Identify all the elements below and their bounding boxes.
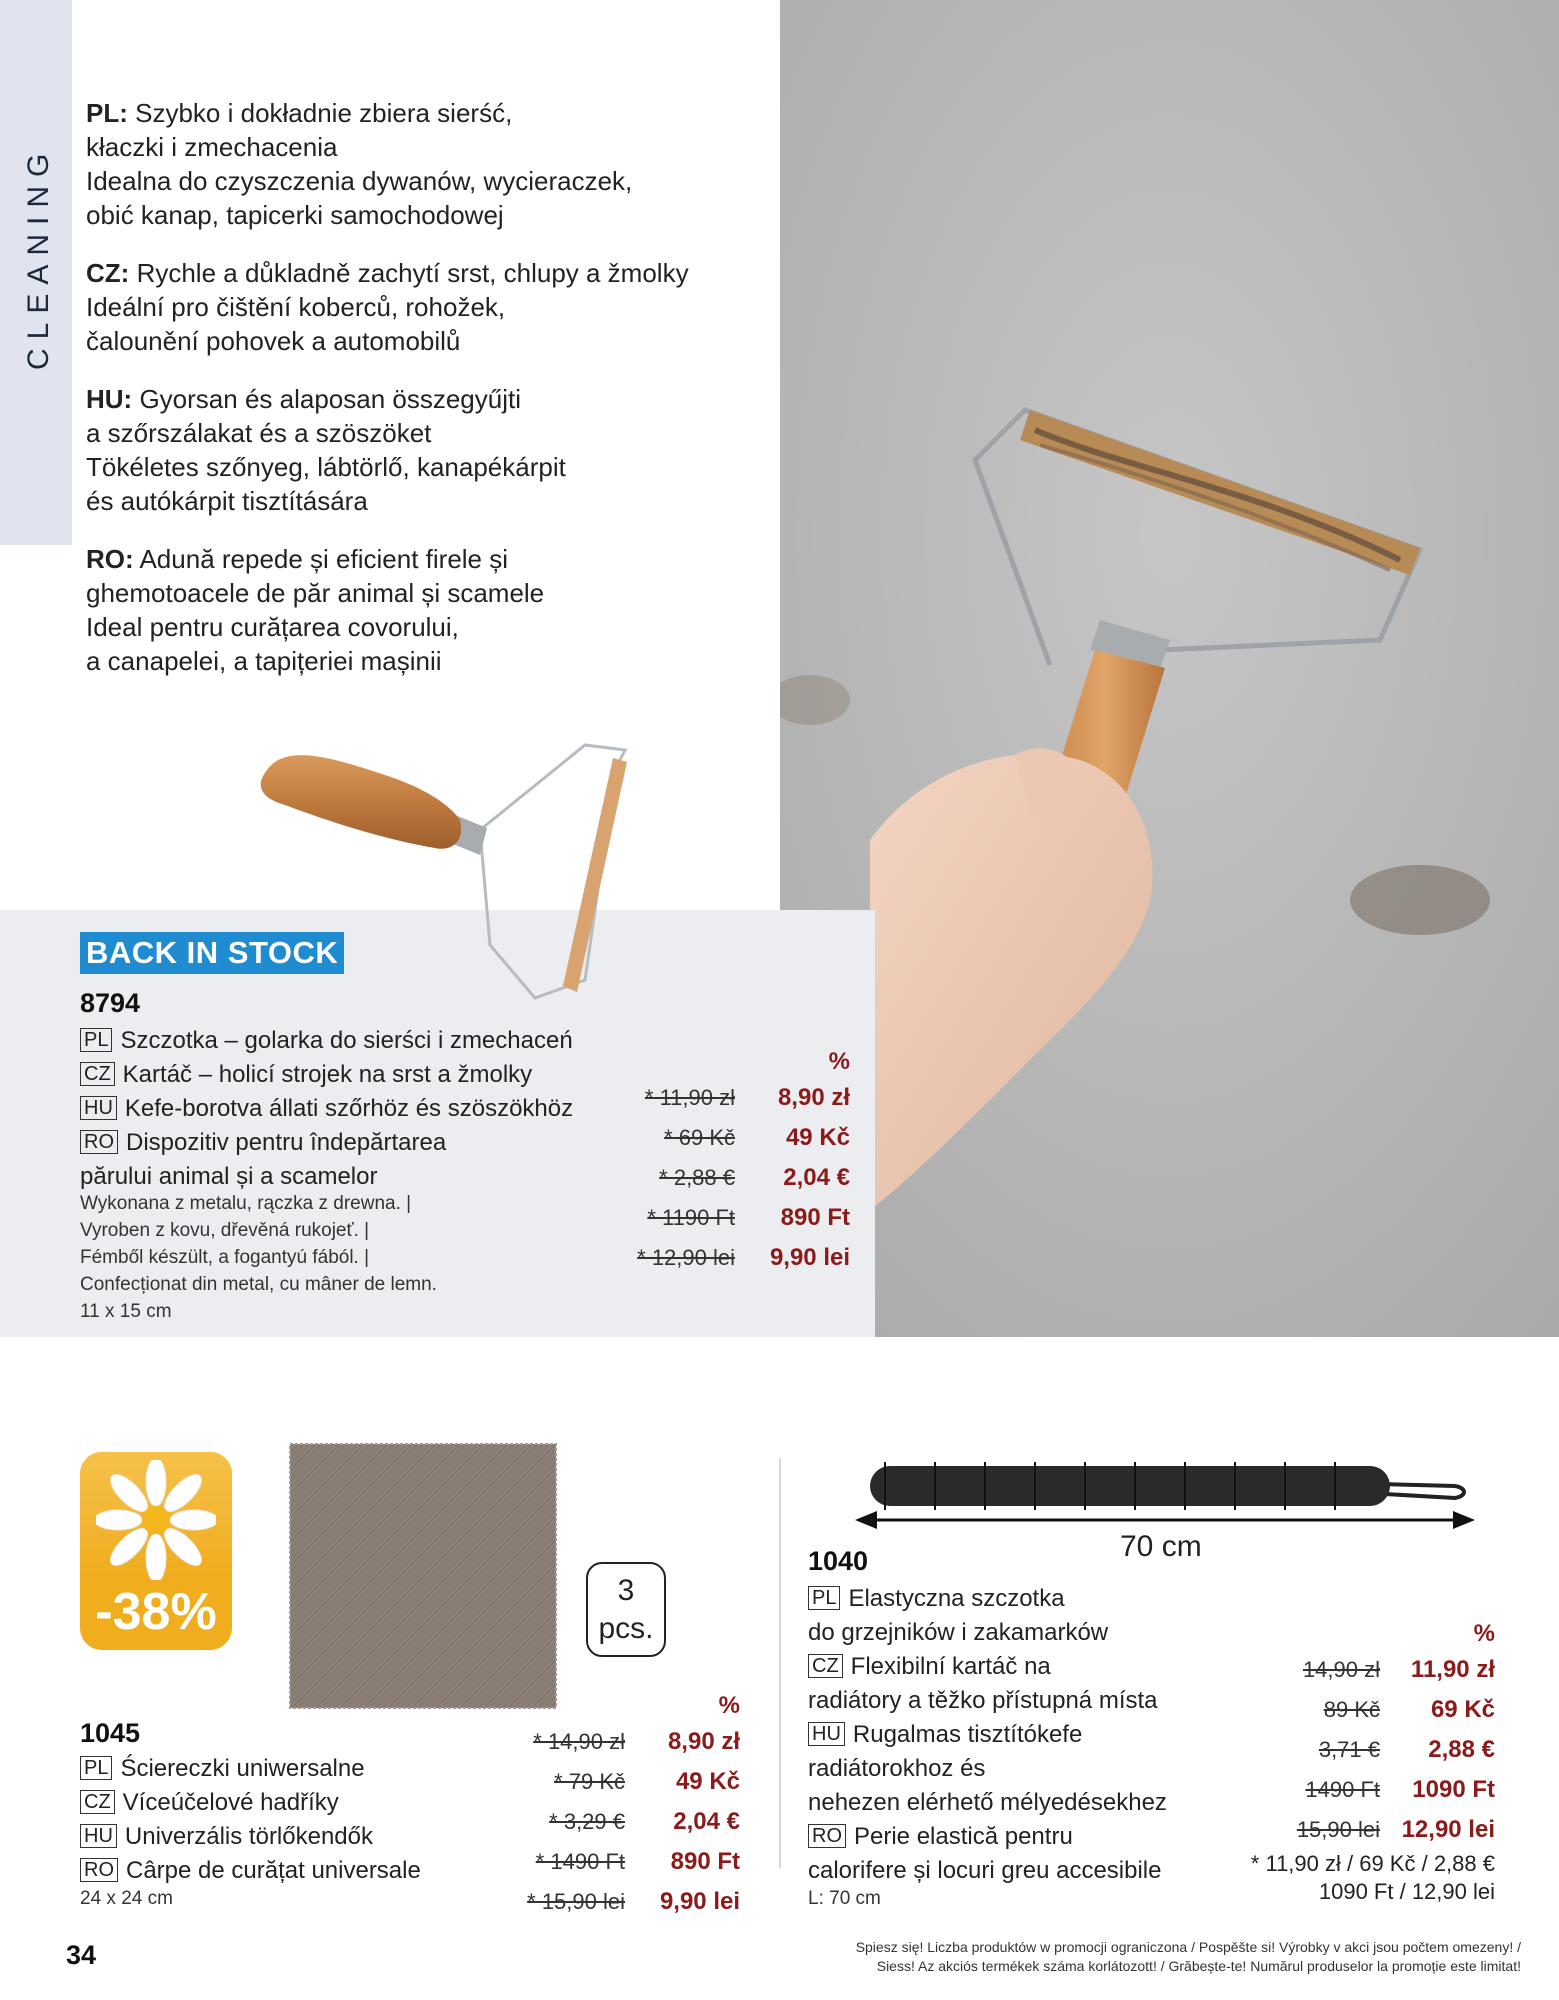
price-row — [1265, 1770, 1495, 1810]
new-price: 2,04 € — [673, 1808, 740, 1835]
intro-text: Szybko i dokładnie zbiera sierść, — [135, 98, 513, 128]
old-price: * 1490 Ft — [535, 1849, 625, 1874]
price-row — [510, 1722, 740, 1762]
old-price: * 12,90 lei — [637, 1245, 735, 1270]
lang-tag: HU — [808, 1722, 845, 1746]
new-price: 2,88 € — [1428, 1736, 1495, 1763]
product-8794-prices — [620, 1048, 850, 1278]
new-price: 69 Kč — [1430, 1696, 1495, 1723]
intro-cz — [86, 256, 766, 358]
product-name-cont: nehezen elérhető mélyedésekhez — [808, 1789, 1167, 1816]
lang-tag: HU — [80, 1824, 117, 1848]
old-price: * 69 Kč — [664, 1125, 735, 1150]
intro-text: obić kanap, tapicerki samochodowej — [86, 200, 504, 230]
reference-price-note — [1240, 1850, 1495, 1906]
old-price: 3,71 € — [1318, 1737, 1380, 1762]
price-row — [620, 1078, 850, 1118]
old-price: * 2,88 € — [659, 1165, 735, 1190]
discount-badge — [80, 1452, 232, 1650]
price-row — [1265, 1810, 1495, 1850]
product-1045-names — [80, 1752, 421, 1888]
new-price: 9,90 lei — [769, 1244, 850, 1271]
intro-lang-label: CZ: — [86, 258, 130, 288]
reference-price-line: * 11,90 zł / 69 Kč / 2,88 € — [1250, 1851, 1495, 1876]
product-name-cont: calorifere și locuri greu accesibile — [808, 1857, 1162, 1884]
product-name-cont: do grzejników i zakamarków — [808, 1619, 1109, 1646]
price-row — [620, 1198, 850, 1238]
lang-tag: PL — [80, 1756, 112, 1780]
intro-descriptions — [86, 96, 766, 702]
price-row — [1265, 1690, 1495, 1730]
price-row — [1265, 1730, 1495, 1770]
new-price: 49 Kč — [785, 1124, 850, 1151]
new-price: 890 Ft — [780, 1204, 850, 1231]
product-1045-prices — [510, 1692, 740, 1922]
cloth-image — [288, 1442, 558, 1710]
detail-line: Wykonana z metalu, rączka z drewna. | — [80, 1193, 412, 1214]
intro-text: Rychle a důkladně zachytí srst, chlupy a žmolky — [136, 258, 689, 288]
product-name: Kartáč – holicí strojek na srst a žmolky — [122, 1061, 533, 1088]
page-number: 34 — [66, 1940, 97, 1970]
name-row-pl — [80, 1752, 421, 1786]
intro-text: Ideal pentru curățarea covorului, — [86, 612, 459, 642]
lang-tag: HU — [80, 1096, 117, 1120]
name-row-hu — [80, 1092, 573, 1126]
old-price: 1490 Ft — [1305, 1777, 1380, 1802]
product-name: Univerzális törlőkendők — [124, 1823, 373, 1850]
new-price: 8,90 zł — [777, 1084, 850, 1111]
percent-sign: % — [718, 1692, 740, 1719]
price-row — [510, 1842, 740, 1882]
old-price: * 14,90 zł — [533, 1729, 625, 1754]
new-price: 9,90 lei — [659, 1888, 740, 1915]
product-name-cont: părului animal și a scamelor — [80, 1163, 378, 1190]
intro-pl — [86, 96, 766, 232]
new-price: 8,90 zł — [667, 1728, 740, 1755]
product-name: Víceúčelové hadříky — [122, 1789, 339, 1816]
intro-lang-label: PL: — [86, 98, 128, 128]
intro-text: Ideální pro čištění koberců, rohožek, — [86, 292, 506, 322]
product-code: 1040 — [808, 1546, 869, 1576]
product-1040-names — [808, 1582, 1167, 1888]
lang-tag: CZ — [80, 1790, 115, 1814]
product-name: Kefe-borotva állati szőrhöz és szöszökhöz — [124, 1095, 574, 1122]
product-1040-prices — [1265, 1620, 1495, 1850]
intro-hu — [86, 382, 766, 518]
product-name-cont: radiátory a těžko přístupná místa — [808, 1687, 1158, 1714]
old-price: * 3,29 € — [549, 1809, 625, 1834]
new-price: 12,90 lei — [1401, 1816, 1495, 1843]
pack-count-number: 3 — [617, 1574, 635, 1607]
old-price: * 11,90 zł — [644, 1085, 735, 1110]
old-price: 89 Kč — [1323, 1697, 1380, 1722]
lang-tag: RO — [808, 1824, 846, 1848]
column-divider — [779, 1458, 781, 1868]
product-name-cont: radiátorokhoz és — [808, 1755, 986, 1782]
price-row — [1265, 1650, 1495, 1690]
old-price: * 1190 Ft — [647, 1205, 735, 1230]
name-row-ro — [80, 1854, 421, 1888]
percent-sign: % — [1473, 1620, 1495, 1647]
intro-text: a szőrszálakat és a szöszöket — [86, 418, 432, 448]
disclaimer-line: Spiesz się! Liczba produktów w promocji ograniczona / Pospěšte si! Výrobky v akci jsou počtem omezeny! / — [855, 1939, 1521, 1955]
intro-text: a canapelei, a tapițeriei mașinii — [86, 646, 442, 676]
intro-text: Tökéletes szőnyeg, lábtörlő, kanapékárpit — [86, 452, 566, 482]
detail-line: Confecționat din metal, cu mâner de lemn. — [80, 1274, 437, 1295]
price-row — [620, 1238, 850, 1278]
disclaimer-line: Siess! Az akciós termékek száma korlátozott! / Grăbește-te! Numărul produselor la promoție este limitat! — [876, 1958, 1521, 1974]
lang-tag: PL — [80, 1028, 112, 1052]
product-8794-names — [80, 1024, 573, 1194]
name-row-ro — [80, 1126, 573, 1160]
intro-text: Idealna do czyszczenia dywanów, wycieraczek, — [86, 166, 633, 196]
intro-text: Gyorsan és alaposan összegyűjti — [139, 384, 521, 414]
old-price: 14,90 zł — [1302, 1657, 1380, 1682]
product-photo — [780, 0, 1559, 1337]
length-label: 70 cm — [1120, 1530, 1202, 1563]
product-8794-details — [80, 1190, 437, 1325]
detail-line: Vyroben z kovu, dřevěná rukojeť. | — [80, 1220, 370, 1241]
intro-text: és autókárpit tisztítására — [86, 486, 368, 516]
section-label: CLEANING — [22, 144, 55, 370]
percent-sign: % — [828, 1048, 850, 1075]
name-row-pl — [80, 1024, 573, 1058]
back-in-stock-badge: BACK IN STOCK — [80, 932, 344, 974]
price-row — [510, 1762, 740, 1802]
name-row-hu — [808, 1718, 1167, 1752]
price-row — [510, 1802, 740, 1842]
pack-count-label: pcs. — [598, 1612, 654, 1645]
detail-line: Fémből készült, a fogantyú fából. | — [80, 1247, 370, 1268]
product-name: Szczotka – golarka do sierści i zmechaceń — [120, 1027, 573, 1054]
product-code: 8794 — [80, 988, 141, 1018]
name-row-cz — [808, 1650, 1167, 1684]
price-row — [510, 1882, 740, 1922]
old-price: 15,90 lei — [1296, 1817, 1380, 1842]
product-name: Elastyczna szczotka — [848, 1585, 1065, 1612]
new-price: 11,90 zł — [1410, 1656, 1495, 1683]
name-row-cz — [80, 1786, 421, 1820]
product-name: Rugalmas tisztítókefe — [852, 1721, 1083, 1748]
discount-percent: -38% — [95, 1583, 217, 1641]
product-name: Perie elastică pentru — [854, 1823, 1073, 1850]
lang-tag: RO — [80, 1858, 118, 1882]
intro-text: Adună repede și eficient firele și — [139, 544, 509, 574]
new-price: 2,04 € — [783, 1164, 850, 1191]
lang-tag: PL — [808, 1586, 840, 1610]
new-price: 890 Ft — [670, 1848, 740, 1875]
price-row — [620, 1158, 850, 1198]
intro-lang-label: HU: — [86, 384, 133, 414]
product-name: Cârpe de curățat universale — [126, 1857, 421, 1884]
name-row-cz — [80, 1058, 573, 1092]
product-name: Ściereczki uniwersalne — [120, 1755, 365, 1782]
product-code: 1045 — [80, 1718, 141, 1748]
intro-lang-label: RO: — [86, 544, 134, 574]
product-length: L: 70 cm — [808, 1888, 881, 1909]
daisy-icon — [96, 1460, 216, 1580]
new-price: 49 Kč — [675, 1768, 740, 1795]
lang-tag: RO — [80, 1130, 118, 1154]
product-name: Dispozitiv pentru îndepărtarea — [126, 1129, 447, 1156]
lang-tag: CZ — [808, 1654, 843, 1678]
name-row-hu — [80, 1820, 421, 1854]
price-row — [620, 1118, 850, 1158]
new-price: 1090 Ft — [1412, 1776, 1495, 1803]
product-name: Flexibilní kartáč na — [850, 1653, 1051, 1680]
reference-price-line: 1090 Ft / 12,90 lei — [1318, 1879, 1495, 1904]
lang-tag: CZ — [80, 1062, 115, 1086]
pack-count-badge — [586, 1562, 666, 1657]
detail-line: 11 x 15 cm — [80, 1301, 172, 1322]
intro-text: čalounění pohovek a automobilů — [86, 326, 461, 356]
name-row-pl — [808, 1582, 1167, 1616]
intro-text: ghemotoacele de păr animal și scamele — [86, 578, 545, 608]
old-price: * 79 Kč — [554, 1769, 625, 1794]
product-size: 24 x 24 cm — [80, 1888, 173, 1909]
promo-disclaimer — [821, 1938, 1521, 1976]
old-price: * 15,90 lei — [527, 1889, 625, 1914]
intro-text: kłaczki i zmechacenia — [86, 132, 338, 162]
name-row-ro — [808, 1820, 1167, 1854]
intro-ro — [86, 542, 766, 678]
